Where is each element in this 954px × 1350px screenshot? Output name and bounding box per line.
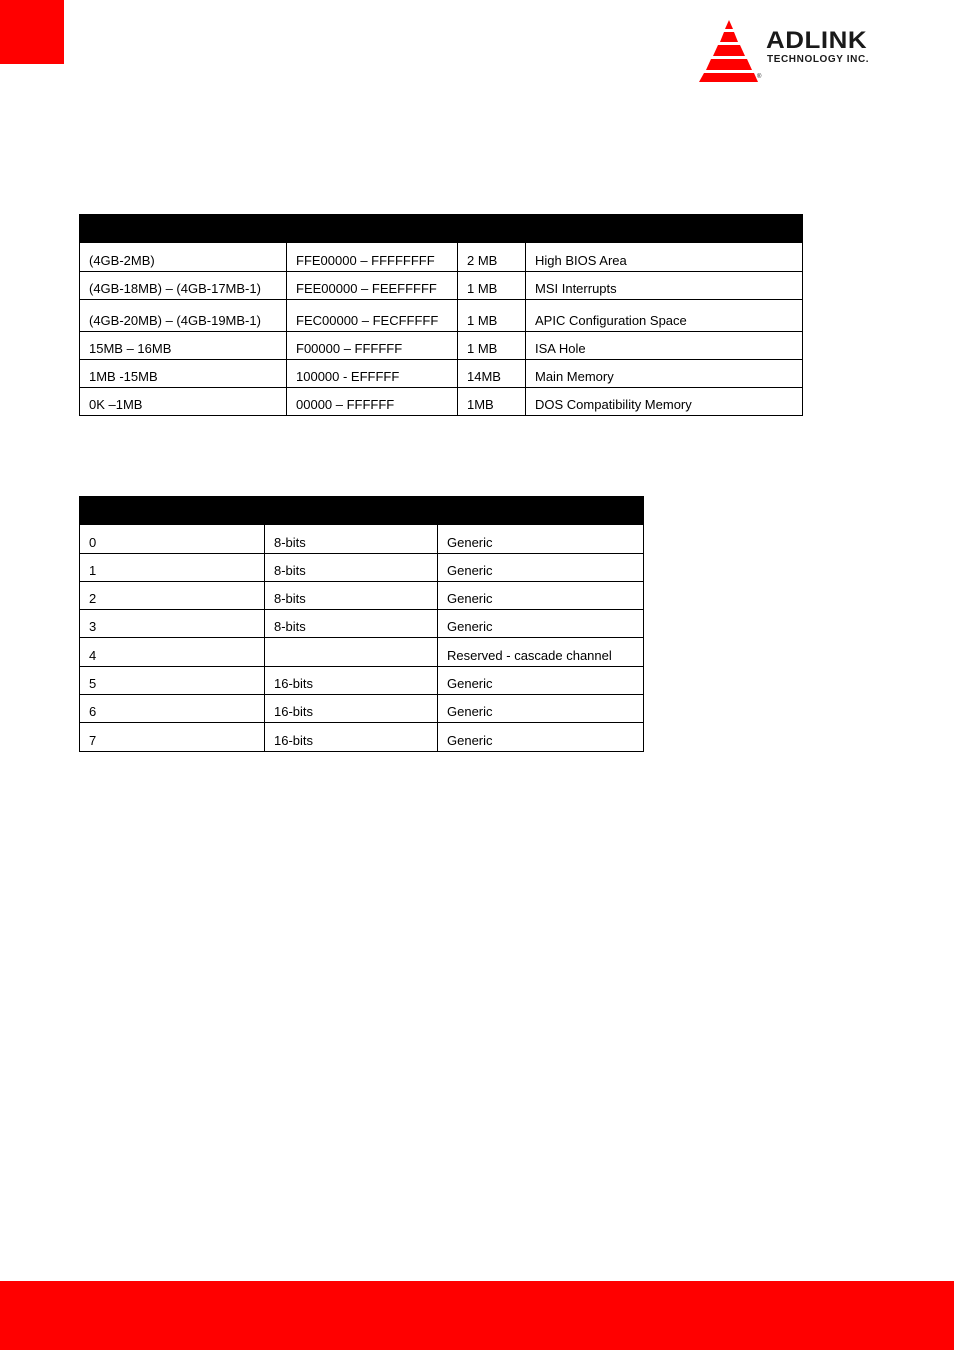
- table-row: [80, 388, 803, 416]
- table-cell: 5: [80, 667, 265, 695]
- table-cell: Reserved - cascade channel: [438, 638, 644, 667]
- table-cell: Generic: [438, 723, 644, 752]
- corner-red-tab: [0, 0, 64, 64]
- table-cell: 100000 - EFFFFF: [287, 360, 458, 388]
- table-cell: 1MB -15MB: [80, 360, 287, 388]
- table-cell: DOS Compatibility Memory: [526, 388, 803, 416]
- dma-channel-header-cell: [80, 497, 644, 525]
- table-cell: APIC Configuration Space: [526, 300, 803, 332]
- table-row: [80, 272, 803, 300]
- table-cell: 1 MB: [458, 332, 526, 360]
- table-cell: Generic: [438, 582, 644, 610]
- table-cell: 16-bits: [265, 667, 438, 695]
- table-cell: 7: [80, 723, 265, 752]
- table-row: [80, 695, 644, 723]
- table-cell: Generic: [438, 525, 644, 554]
- table-cell: 8-bits: [265, 582, 438, 610]
- dma-channel-header-row: [80, 497, 644, 525]
- table-cell: 16-bits: [265, 723, 438, 752]
- table-cell: 6: [80, 695, 265, 723]
- memory-map-header-cell: [80, 215, 287, 243]
- table-row: [80, 525, 644, 554]
- table-cell: 00000 – FFFFFF: [287, 388, 458, 416]
- table-cell: 1 MB: [458, 272, 526, 300]
- table-cell: 0: [80, 525, 265, 554]
- table-cell: ISA Hole: [526, 332, 803, 360]
- table-row: [80, 582, 644, 610]
- table-row: [80, 360, 803, 388]
- table-cell: 14MB: [458, 360, 526, 388]
- table-row: [80, 638, 644, 667]
- table-cell: FFE00000 – FFFFFFFF: [287, 243, 458, 272]
- table-cell: 1 MB: [458, 300, 526, 332]
- table-cell: (4GB-20MB) – (4GB-19MB-1): [80, 300, 287, 332]
- memory-map-header-cell: [287, 215, 803, 243]
- table-cell: 8-bits: [265, 554, 438, 582]
- table-row: [80, 667, 644, 695]
- table-cell: (4GB-2MB): [80, 243, 287, 272]
- dma-channel-table: [79, 496, 644, 752]
- brand-tagline: TECHNOLOGY INC.: [767, 54, 870, 65]
- memory-map-header-row: [80, 215, 803, 243]
- table-row: [80, 243, 803, 272]
- adlink-pyramid-icon: [696, 18, 762, 84]
- table-cell: High BIOS Area: [526, 243, 803, 272]
- adlink-logo: [696, 18, 908, 84]
- table-cell: FEE00000 – FEEFFFFF: [287, 272, 458, 300]
- table-cell: FEC00000 – FECFFFFF: [287, 300, 458, 332]
- table-cell: 16-bits: [265, 695, 438, 723]
- table-cell: 15MB – 16MB: [80, 332, 287, 360]
- table-cell: 1: [80, 554, 265, 582]
- table-row: [80, 610, 644, 638]
- footer-red-band: [0, 1281, 954, 1350]
- table-cell: 8-bits: [265, 525, 438, 554]
- table-cell: [265, 638, 438, 667]
- table-cell: Generic: [438, 667, 644, 695]
- table-row: [80, 332, 803, 360]
- table-cell: 8-bits: [265, 610, 438, 638]
- table-cell: Generic: [438, 554, 644, 582]
- table-cell: Generic: [438, 610, 644, 638]
- table-cell: F00000 – FFFFFF: [287, 332, 458, 360]
- registered-mark: ®: [757, 74, 762, 80]
- table-cell: (4GB-18MB) – (4GB-17MB-1): [80, 272, 287, 300]
- memory-map-table: [79, 214, 803, 416]
- table-cell: Generic: [438, 695, 644, 723]
- table-row: [80, 554, 644, 582]
- table-cell: Main Memory: [526, 360, 803, 388]
- table-cell: 2: [80, 582, 265, 610]
- table-cell: 2 MB: [458, 243, 526, 272]
- table-cell: 0K –1MB: [80, 388, 287, 416]
- table-row: [80, 300, 803, 332]
- table-cell: 1MB: [458, 388, 526, 416]
- table-cell: 3: [80, 610, 265, 638]
- table-cell: 4: [80, 638, 265, 667]
- table-row: [80, 723, 644, 752]
- table-cell: MSI Interrupts: [526, 272, 803, 300]
- brand-name: ADLINK: [766, 27, 868, 54]
